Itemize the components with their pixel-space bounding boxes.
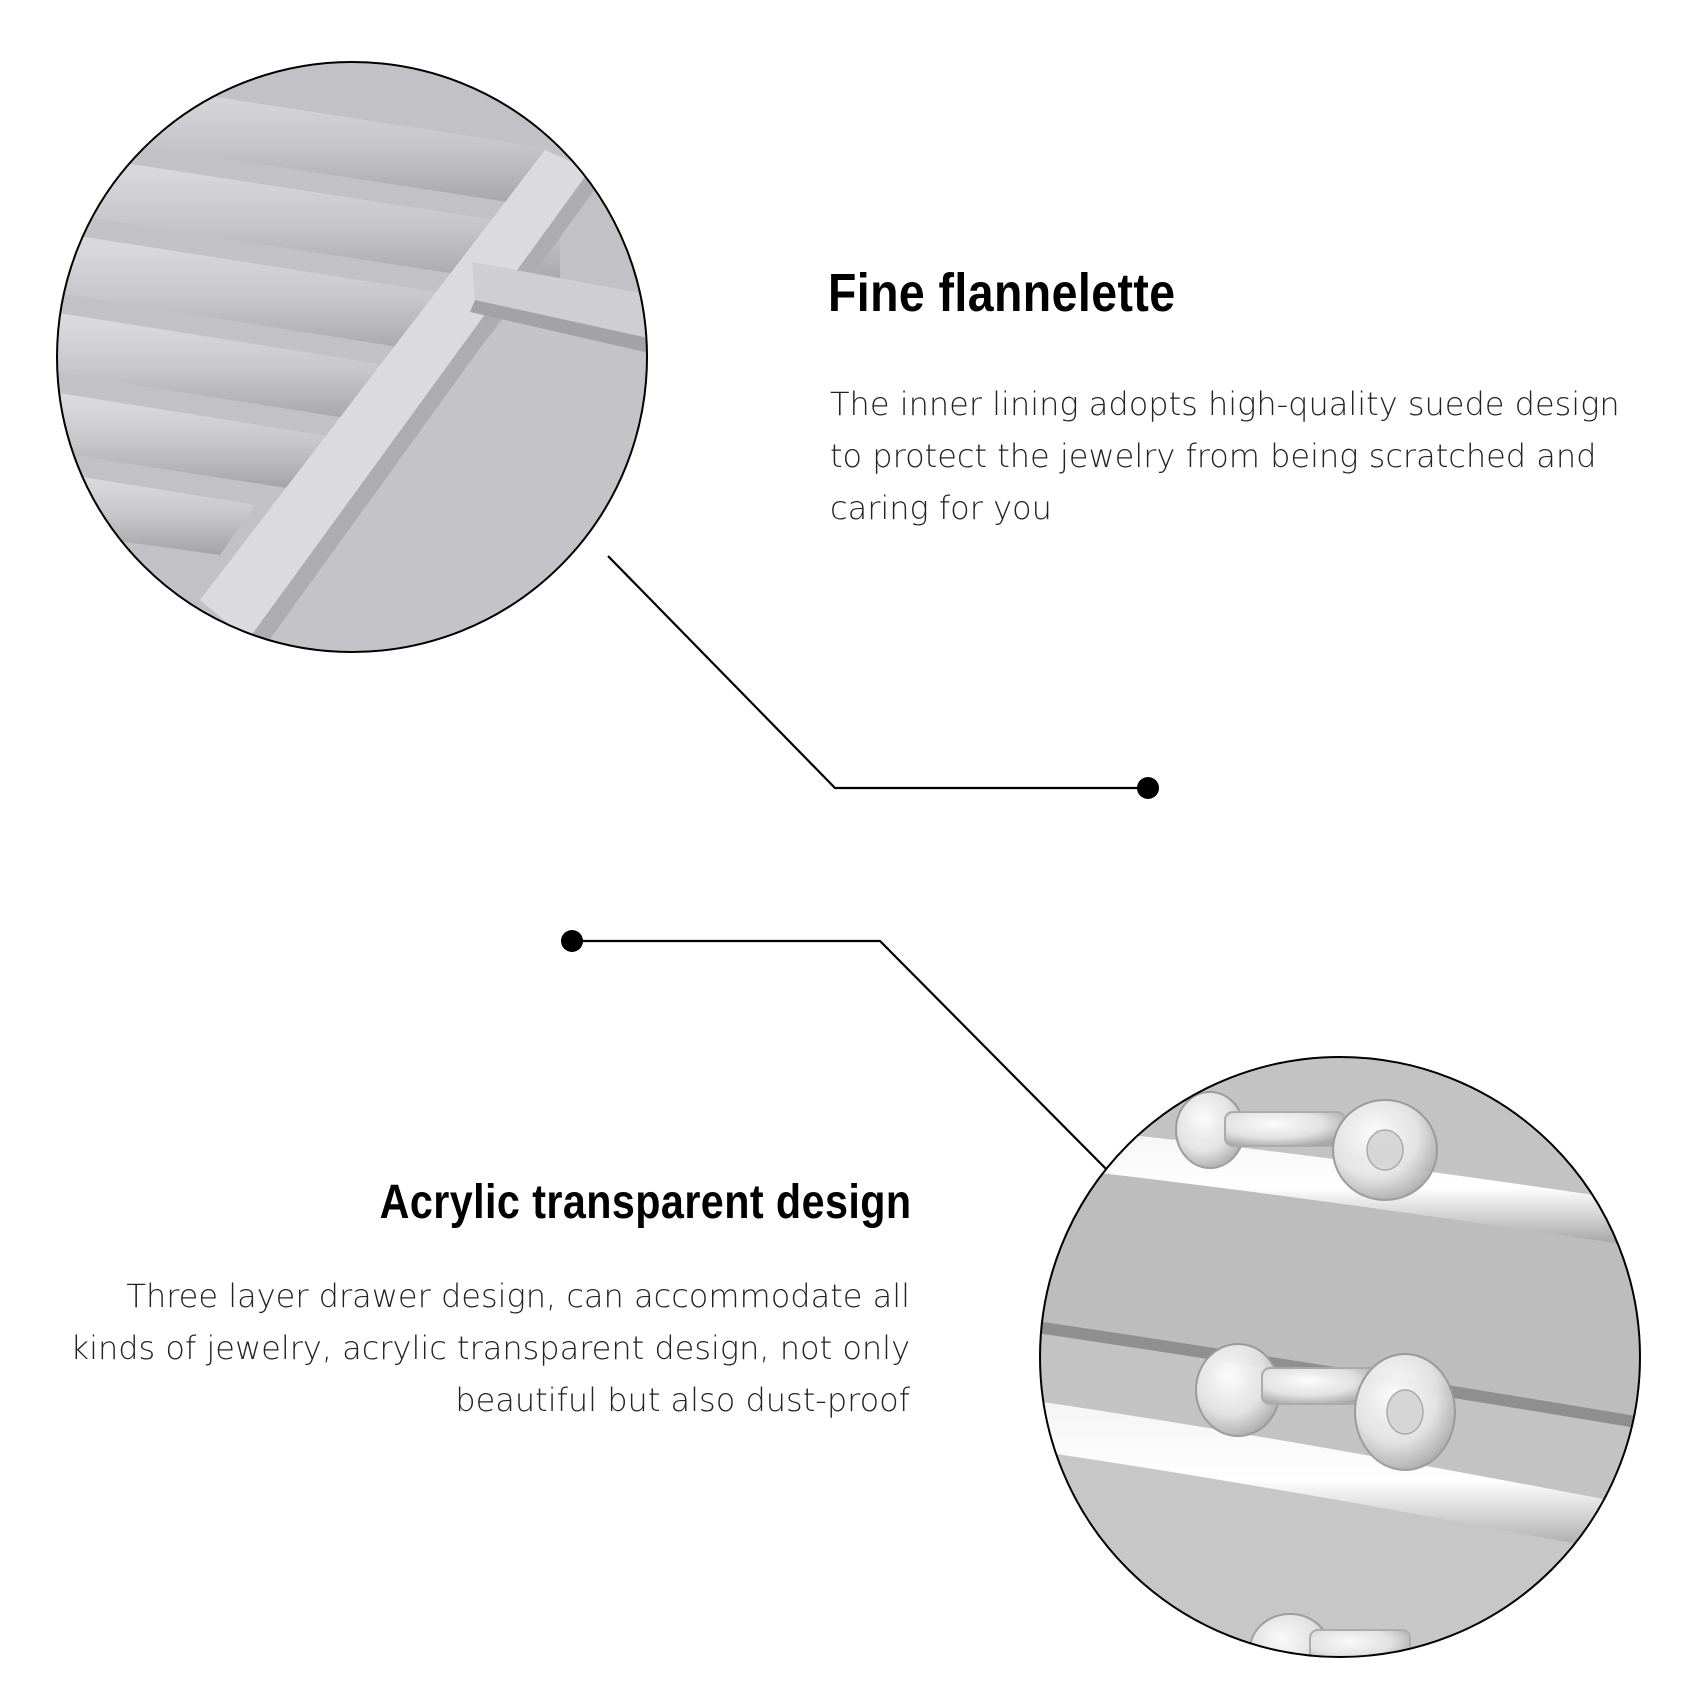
connector-line-1 [608,556,1148,788]
connector-dot-1 [1137,777,1159,799]
feature-description-acrylic [71,1270,910,1426]
connector-line-2 [572,941,1117,1180]
connector-dot-2 [561,930,583,952]
feature-title-acrylic: Acrylic transparent design [380,1176,912,1229]
description-line: caring for you [830,489,1052,527]
suede-tray-closeup-image [40,50,680,680]
description-line: beautiful but also dust-proof [455,1381,910,1419]
description-line: The inner lining adopts high-quality suede design [830,385,1620,423]
feature-description-flannelette [830,378,1620,534]
description-line: kinds of jewelry, acrylic transparent design, not only [70,1329,910,1367]
feature-title-flannelette: Fine flannelette [828,263,1176,323]
description-line: to protect the jewelry from being scratched and [830,437,1597,475]
acrylic-drawer-closeup-image [1030,1050,1660,1686]
description-line: Three layer drawer design, can accommodate all [126,1277,910,1315]
